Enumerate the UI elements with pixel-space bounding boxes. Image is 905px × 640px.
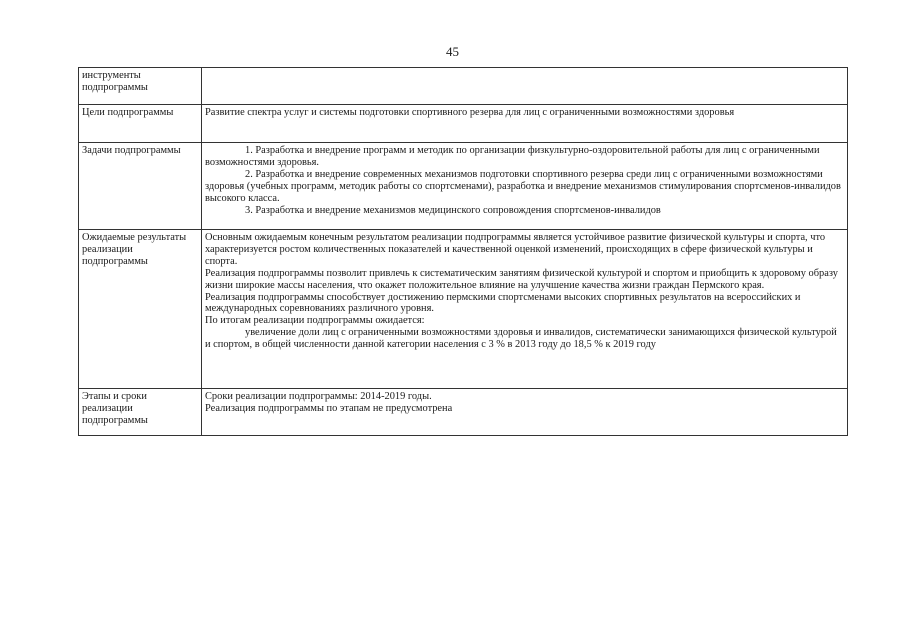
stages-paragraph-2: Реализация подпрограммы по этапам не предусмотрена [205,402,453,414]
task-item-1: 1. Разработка и внедрение программ и методик по организации физкультурно-оздоровительной работы для лиц с ограниченными возможностями здоровья. [205,145,820,168]
label-text: Этапы и сроки реализации подпрограммы [82,391,148,426]
label-text: Цели подпрограммы [82,107,174,118]
label-text: Ожидаемые результаты реализации подпрограммы [82,232,187,267]
row-label-results [79,230,202,389]
result-paragraph-2: Реализация подпрограммы позволит привлечь к систематическим занятиям физической культурой и спортом и приобщить к здоровому образу жизни широкие массы населения, что окажет положительное влияние на улучшение качества жизни граждан Пермского края. [205,267,838,291]
row-content-results [202,230,848,389]
result-paragraph-1: Основным ожидаемым конечным результатом реализации подпрограммы является устойчивое развитие физической культуры и спорта, что характеризуется ростом количественных показателей и качественной оценкой изменений, происходящих в сфере физической культуры и спорта. [205,232,826,267]
page-number: 45 [446,44,459,59]
row-content-goals [202,105,848,143]
row-content-tasks [202,143,848,230]
row-label-goals [79,105,202,143]
label-text: инструменты подпрограммы [82,70,148,93]
subprogram-passport-table [78,67,848,436]
table-row-goals [79,105,848,143]
table-row-tasks [79,143,848,230]
result-paragraph-4: По итогам реализации подпрограммы ожидается: [205,315,425,327]
row-label-tasks [79,143,202,230]
stages-paragraph-1: Сроки реализации подпрограммы: 2014-2019 годы. [205,391,432,402]
table-row-results [79,230,848,389]
task-item-2: 2. Разработка и внедрение современных механизмов подготовки спортивного резерва среди лиц с ограниченными возможностями здоровья (учебных программ, методик работы со спортсменами), разработка и внедрение механизмов стимулирования спортсменов-инвалидов высокого класса. [205,168,841,204]
row-label-stages [79,389,202,436]
task-item-3: 3. Разработка и внедрение механизмов медицинского сопровождения спортсменов-инвалидов [245,204,661,216]
goals-paragraph: Развитие спектра услуг и системы подготовки спортивного резерва для лиц с ограниченными возможностями здоровья [205,107,735,118]
result-paragraph-5: увеличение доли лиц с ограниченными возможностями здоровья и инвалидов, систематически занимающихся физической культурой и спортом, в общей численности данной категории населения с 3 % в 2013 году до 18,5 % к 2019 году [205,327,837,351]
result-paragraph-3: Реализация подпрограммы способствует достижению пермскими спортсменами высоких спортивных результатов на всероссийских и международных соревнованиях различного уровня. [205,291,801,315]
row-label-tools [79,68,202,105]
label-text: Задачи подпрограммы [82,145,181,156]
table-row-tools [79,68,848,105]
row-content-tools [202,68,848,105]
table-row-stages [79,389,848,436]
row-content-stages [202,389,848,436]
